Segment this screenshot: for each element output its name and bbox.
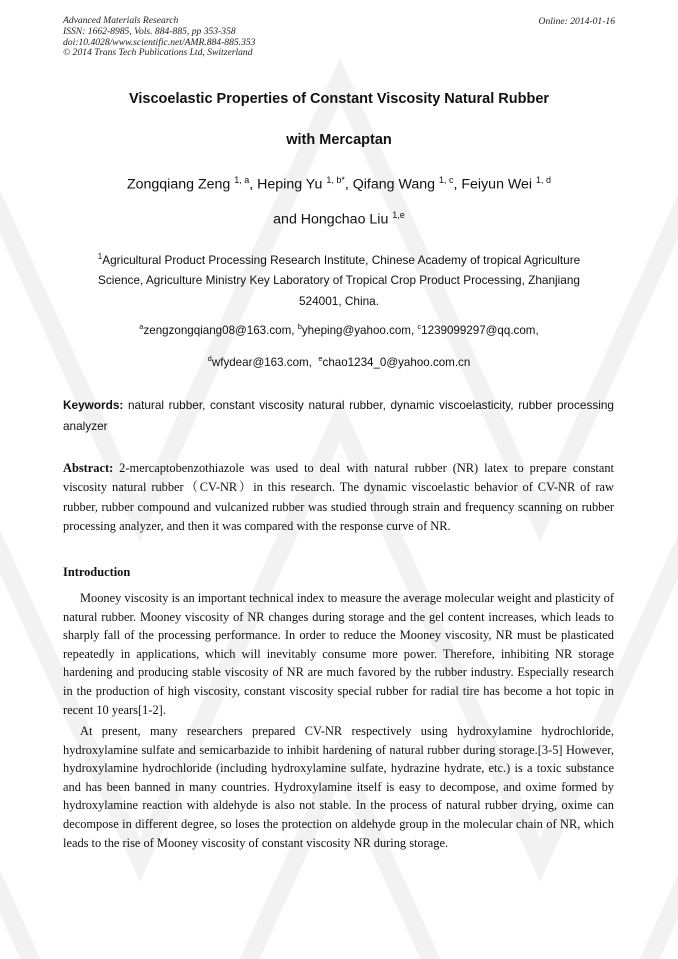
affiliation: $^1$Agricultural Product Processing Research Institute, Chinese Academy of tropical Agriculture Science, Agriculture Ministry Key Laboratory of Tropical Crop Product Processing, Zhanjiang 524001, China. [97,252,581,308]
author-sup: 1, a [234,175,250,185]
abstract-label: Abstract: [63,461,114,475]
email-link[interactable]: yheping@yahoo.com [301,323,411,337]
email-list: $^a$zengzongqiang08@163.com, $^b$yheping@yahoo.com, $^c$1239099297@qq.com, [139,322,539,337]
keywords-label: Keywords: [63,398,124,412]
author-name: Qifang Wang [352,176,436,193]
intro-paragraph-1: Mooney viscosity is an important technical index to measure the average molecular weight and plasticity of natural rubber. Mooney viscosity of NR changes during storage and the gel content increases, which leads to sharply fall of the processing performance. In order to reduce the Mooney viscosity, NR must be plasticated repeatedly in applications, which will inevitably consume more power. Therefore, inhibiting NR storage hardening and producing stable viscosity of NR are much favored by the rubber industry. Especially research in the production of high viscosity, constant viscosity special rubber for radial tire has become a hot topic in recent 10 years[1-2]. [63,591,614,717]
author-sup: 1, d [536,175,552,185]
abstract-block [63,459,614,536]
author-sup: 1,e [392,210,405,220]
email-link[interactable]: wfydear@163.com [211,355,309,369]
issn-line: ISSN: 1662-8985, Vols. 884-885, pp 353-358 [63,25,236,37]
author-sup: 1, c [438,175,454,185]
paper-title-line-1: Viscoelastic Properties of Constant Viscosity Natural Rubber [128,91,550,107]
doi-line[interactable]: doi:10.4028/www.scientific.net/AMR.884-885.353 [63,36,256,48]
email-list-line-2: $^d$wfydear@163.com, $^e$chao1234_0@yahoo.com.cn [207,354,471,369]
email-link[interactable]: 1239099297@qq.com [421,323,536,337]
author-name: Feiyun Wei [461,176,533,193]
paper-title-line-2: with Mercaptan [286,132,392,148]
author-name: Heping Yu [257,176,323,193]
abstract-text: 2-mercaptobenzothiazole was used to deal with natural rubber (NR) latex to prepare constant viscosity natural rubber（CV-NR）in this research. The dynamic viscoelastic behavior of CV-NR of raw rubber, rubber compound and vulcanized rubber was studied through strain and frequency scanning on rubber processing analyzer, and then it was compared with the response curve of NR. [63,461,614,533]
keywords-text: natural rubber, constant viscosity natural rubber, dynamic viscoelasticity, rubber processing analyzer [63,398,614,433]
intro-paragraph-2: At present, many researchers prepared CV-NR respectively using hydroxylamine hydrochloride, hydroxylamine sulfate and semicarbazide to inhibit hardening of natural rubber during storage.[3-5] However, hydroxylamine hydrochloride (including hydroxylamine sulfate, hydrazine hydrate, etc.) is a toxic substance and has been banned in many countries. Hydroxylamine itself is easy to decompose, and oxime formed by hydroxylamine reaction with aldehyde is also not stable. In the process of natural rubber drying, oxime can decompose in different degree, so loses the protection on aldehyde group in the molecular chain of NR, which leads to the rise of Mooney viscosity of constant viscosity NR during storage. [63,724,614,850]
journal-header [63,16,393,59]
author-name: Zongqiang Zeng [126,176,231,193]
copyright-line: © 2014 Trans Tech Publications Ltd, Switzerland [63,47,253,59]
author-sup: 1, b* [326,175,345,185]
section-heading-introduction: Introduction [63,565,131,579]
affiliation-sup: 1 [97,252,103,261]
author-list: Zongqiang Zeng $^{1, a}$, Heping Yu $^{1, b*}$, Qifang Wang $^{1, c}$, Feiyun Wei $^{1, d}$ [126,175,552,193]
author-name: and Hongchao Liu [273,211,389,228]
email-link[interactable]: zengzongqiang08@163.com [143,323,292,337]
online-date: Online: 2014-01-16 [538,16,615,27]
author-list-line-2 [60,210,618,228]
email-link[interactable]: chao1234_0@yahoo.com.cn [322,355,471,369]
journal-name: Advanced Materials Research [63,15,179,26]
keywords-block [63,395,614,437]
